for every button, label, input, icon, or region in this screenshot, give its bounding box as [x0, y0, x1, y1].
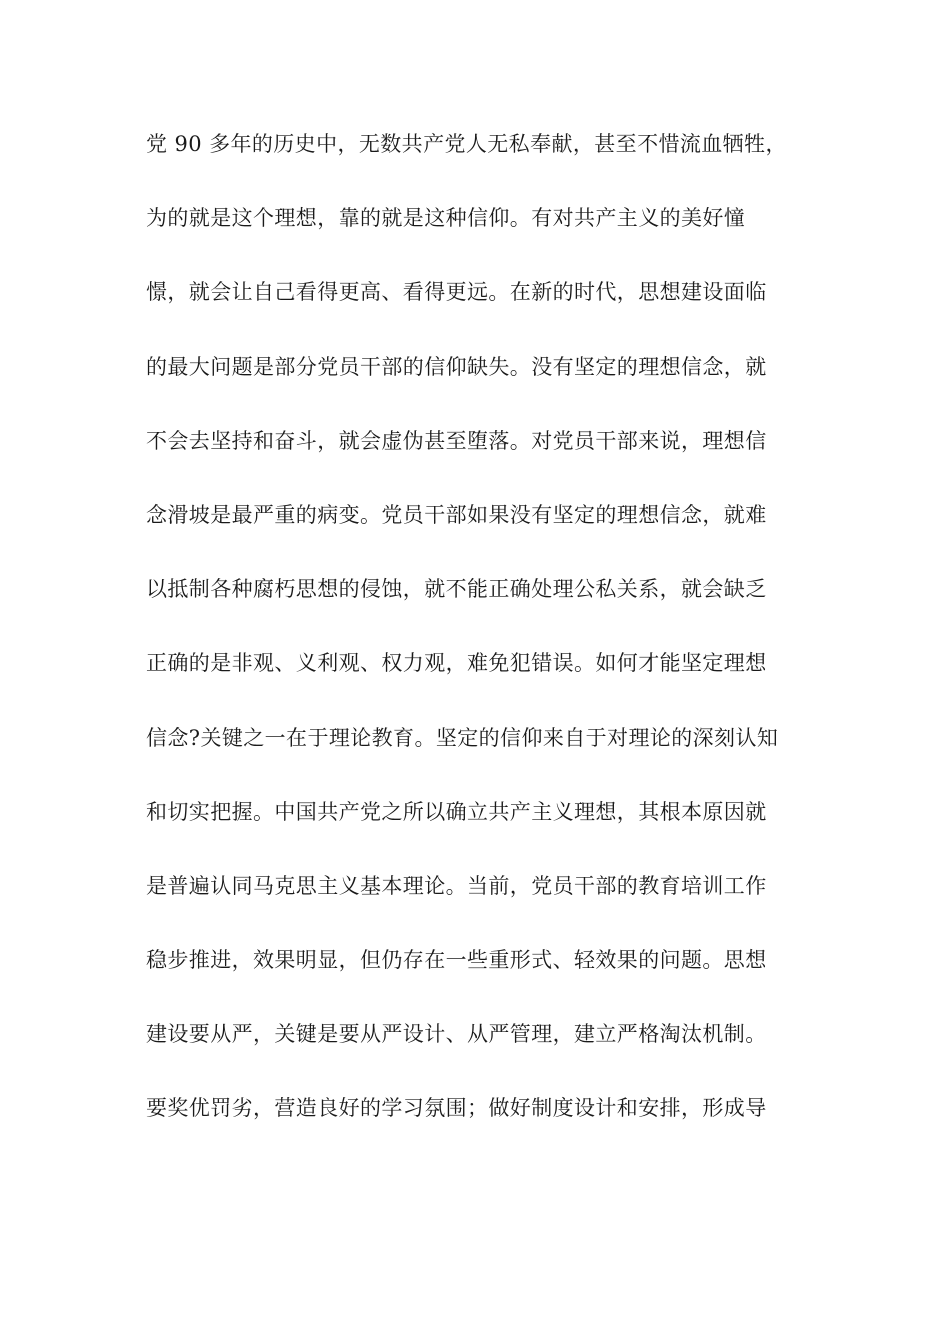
text-line: 以抵制各种腐朽思想的侵蚀，就不能正确处理公私关系，就会缺乏: [146, 577, 767, 602]
text-line: 为的就是这个理想，靠的就是这种信仰。有对共产主义的美好憧: [146, 206, 746, 231]
text-line: 建设要从严，关键是要从严设计、从严管理，建立严格淘汰机制。: [146, 1022, 767, 1047]
text-line: 要奖优罚劣，营造良好的学习氛围；做好制度设计和安排，形成导: [146, 1096, 767, 1121]
text-line: 是普遍认同马克思主义基本理论。当前，党员干部的教育培训工作: [146, 873, 767, 898]
text-line: 党 90 多年的历史中，无数共产党人无私奉献，甚至不惜流血牺牲，: [146, 132, 787, 156]
text-line: 正确的是非观、义利观、权力观，难免犯错误。如何才能坚定理想: [146, 651, 767, 676]
text-line: 和切实把握。中国共产党之所以确立共产主义理想，其根本原因就: [146, 799, 767, 824]
text-line: 念滑坡是最严重的病变。党员干部如果没有坚定的理想信念，就难: [146, 502, 767, 527]
text-line: 稳步推进，效果明显，但仍存在一些重形式、轻效果的问题。思想: [146, 948, 767, 973]
body-text: [146, 130, 816, 1169]
text-line: 信念?关键之一在于理论教育。坚定的信仰来自于对理论的深刻认知: [146, 725, 779, 750]
text-line: 憬，就会让自己看得更高、看得更远。在新的时代，思想建设面临: [146, 280, 767, 305]
text-line: 不会去坚持和奋斗，就会虚伪甚至堕落。对党员干部来说，理想信: [146, 428, 767, 453]
text-line: 的最大问题是部分党员干部的信仰缺失。没有坚定的理想信念，就: [146, 354, 767, 379]
